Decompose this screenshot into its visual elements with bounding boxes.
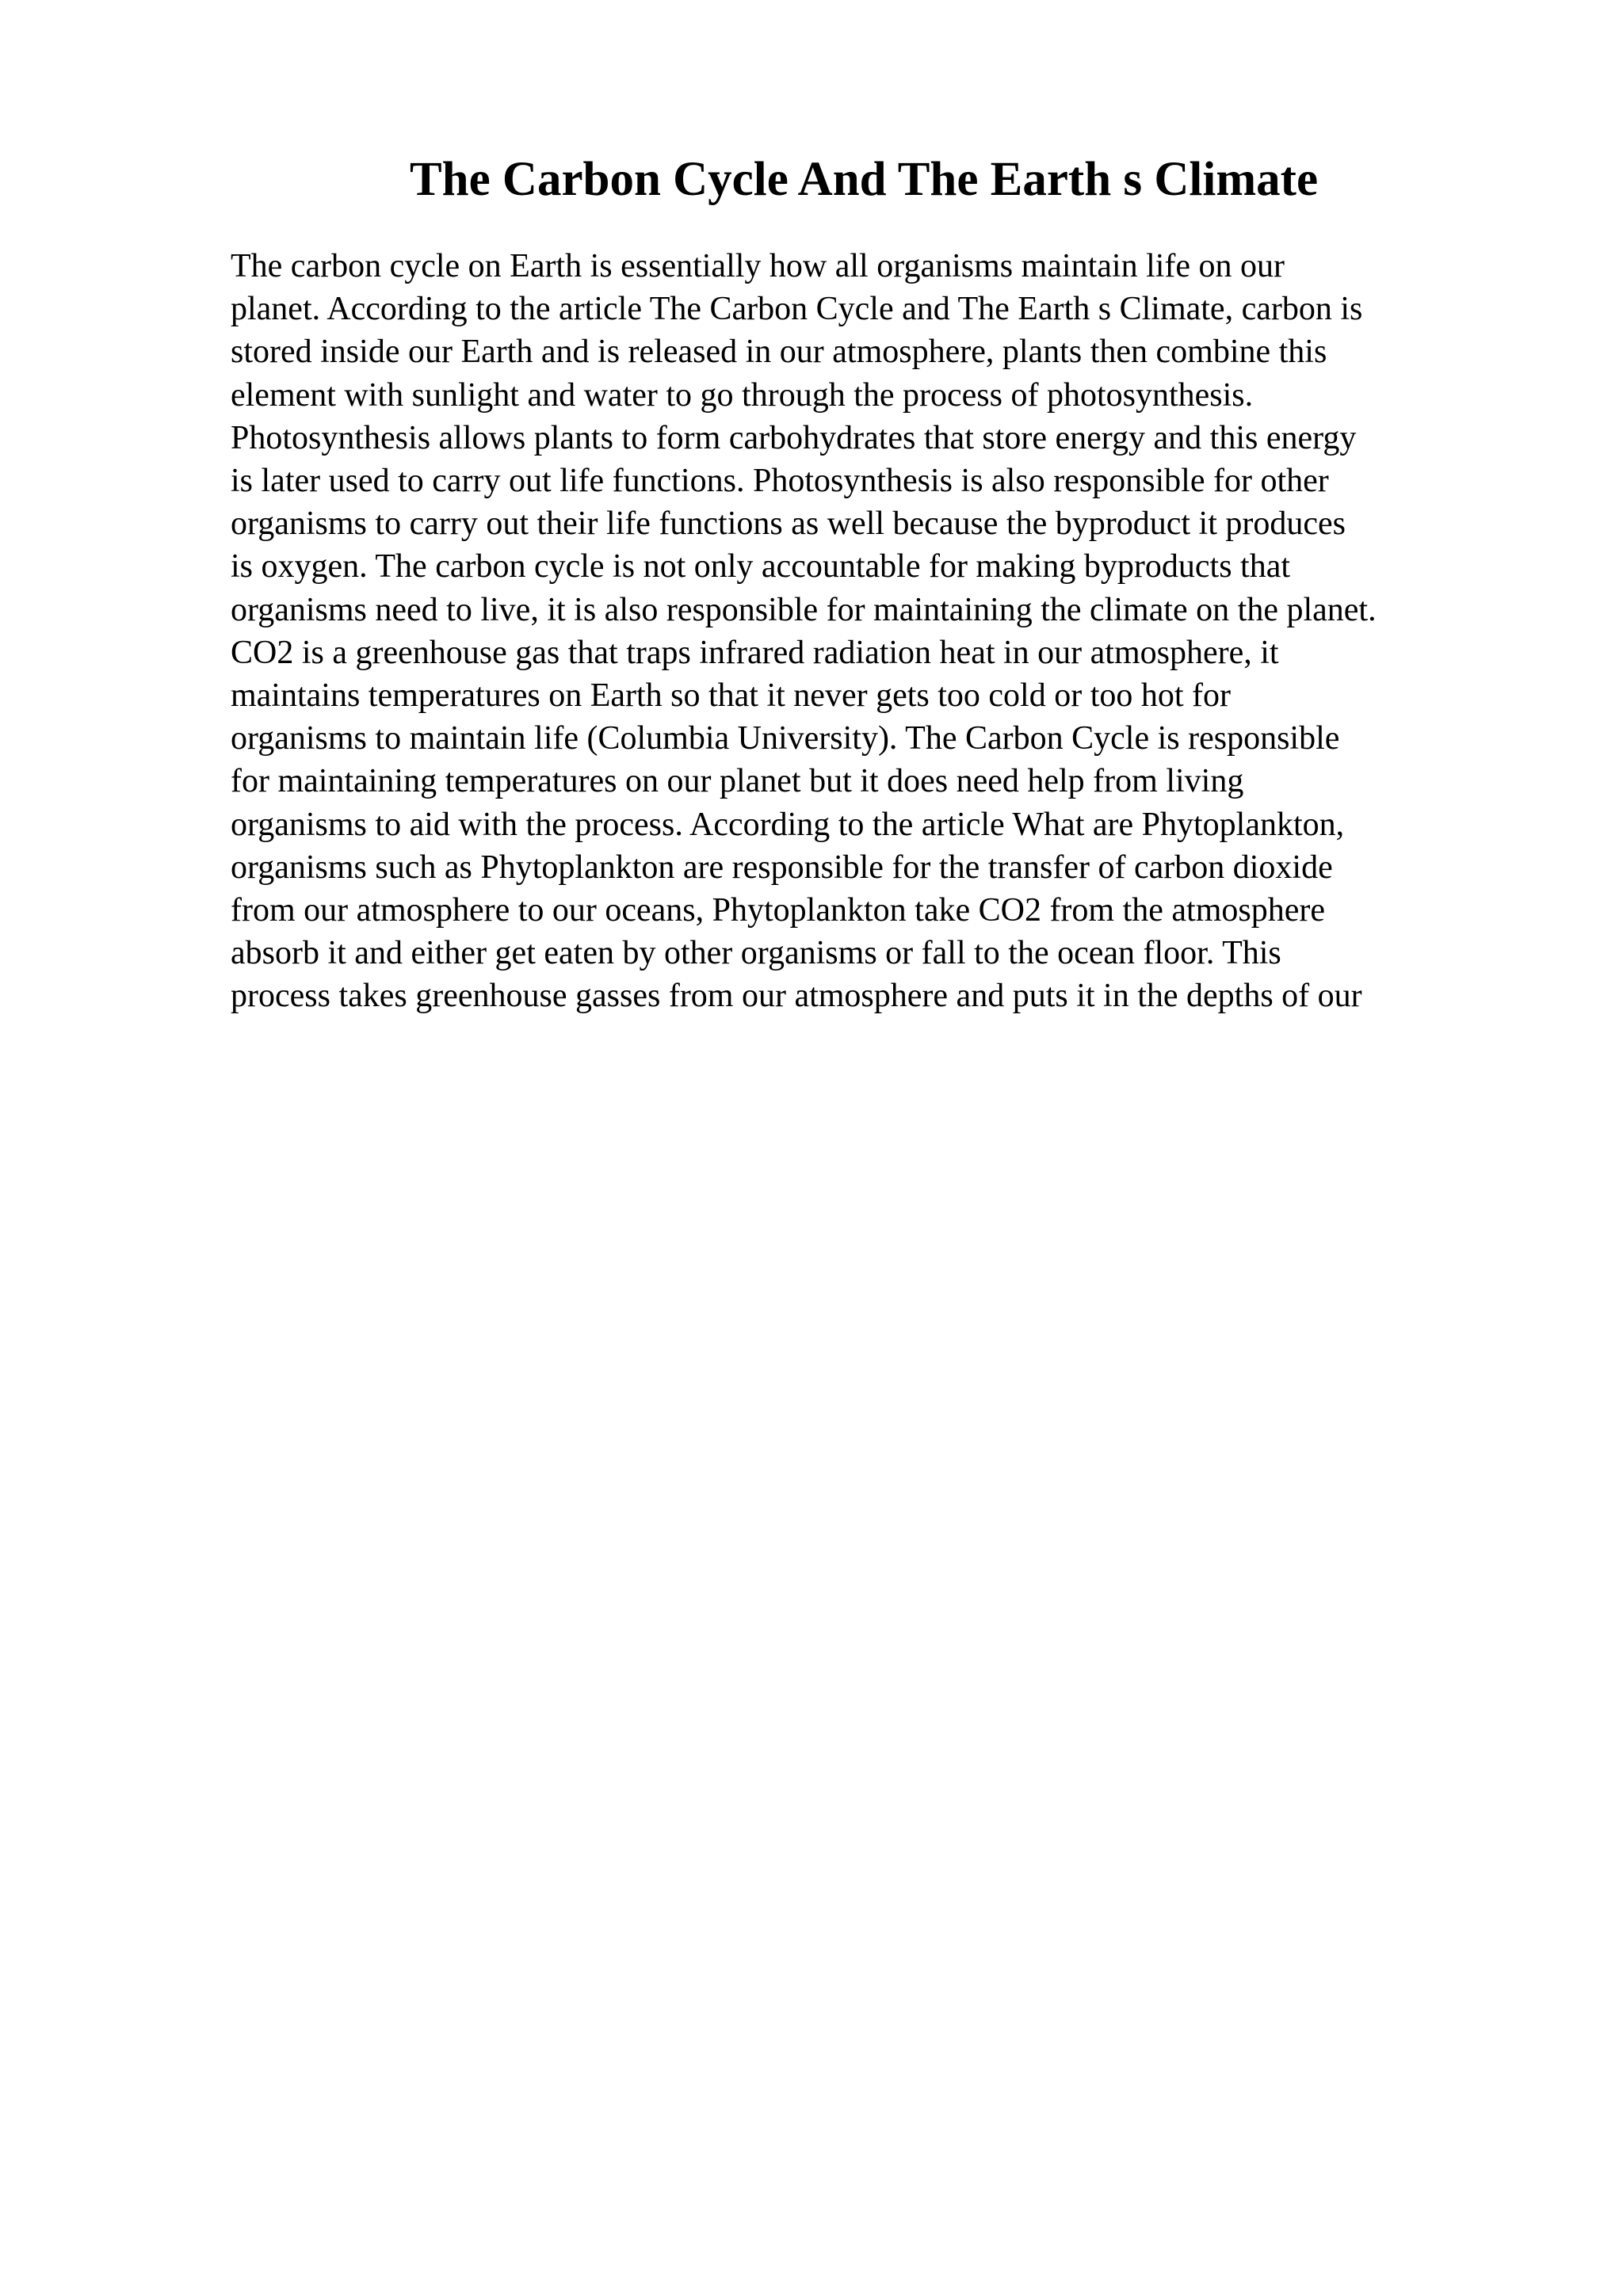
paragraph-line: is oxygen. The carbon cycle is not only accountable for making byproducts that: [231, 548, 1291, 585]
paragraph-line: absorb it and either get eaten by other organisms or fall to the ocean floor. This: [231, 935, 1281, 972]
paragraph-line: organisms need to live, it is also responsible for maintaining the climate on the planet.: [231, 591, 1377, 628]
paragraph-line: organisms to carry out their life functions as well because the byproduct it produces: [231, 505, 1346, 543]
body-paragraph: [231, 245, 1594, 1018]
paragraph-line: process takes greenhouse gasses from our atmosphere and puts it in the depths of our: [231, 978, 1362, 1015]
paragraph-line: Photosynthesis allows plants to form carbohydrates that store energy and this energy: [231, 419, 1357, 456]
paragraph-line: maintains temperatures on Earth so that it never gets too cold or too hot for: [231, 677, 1232, 715]
paragraph-line: The carbon cycle on Earth is essentially how all organisms maintain life on our: [231, 248, 1285, 284]
paragraph-line: planet. According to the article The Carbon Cycle and The Earth s Climate, carbon is: [231, 291, 1363, 328]
paragraph-line: organisms to aid with the process. According to the article What are Phytoplankton,: [231, 806, 1345, 843]
paragraph-line: CO2 is a greenhouse gas that traps infrared radiation heat in our atmosphere, it: [231, 634, 1279, 671]
paragraph-line: for maintaining temperatures on our planet but it does need help from living: [231, 763, 1244, 800]
paragraph-line: is later used to carry out life functions. Photosynthesis is also responsible for other: [231, 463, 1329, 500]
paragraph-line: stored inside our Earth and is released in our atmosphere, plants then combine this: [231, 334, 1327, 371]
paragraph-line: organisms such as Phytoplankton are responsible for the transfer of carbon dioxide: [231, 849, 1333, 886]
paragraph-line: organisms to maintain life (Columbia University). The Carbon Cycle is responsible: [231, 720, 1340, 757]
paragraph-line: from our atmosphere to our oceans, Phytoplankton take CO2 from the atmosphere: [231, 892, 1325, 929]
paragraph-line: element with sunlight and water to go through the process of photosynthesis.: [231, 376, 1254, 414]
document-title: The Carbon Cycle And The Earth s Climate: [409, 153, 1319, 206]
